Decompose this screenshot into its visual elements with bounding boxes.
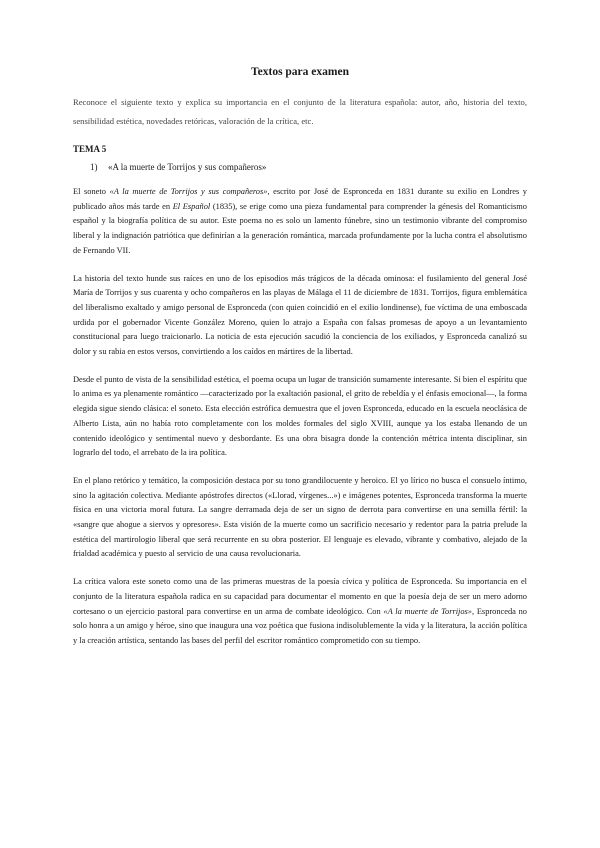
p5-post: , Espronceda no solo honra a un amigo y héroe, sino que inaugura una voz poética que fusiona indisolublemente la vida y la literatura, la acción política y la creación artística, sentando las bases del perfil del escritor romántico comprometido con su tiempo. — [73, 606, 527, 645]
paragraph-history: La historia del texto hunde sus raíces en uno de los episodios más trágicos de la década ominosa: el fusilamiento del general José María de Torrijos y sus cuarenta y ocho compañeros en las playas de Málaga el 11 de diciembre de 1831. Torrijos, figura emblemática del liberalismo exaltado y amigo personal de Espronceda (con quien coincidió en el exilio londinense), fue víctima de una emboscada urdida por el gobernador Vicente González Moreno, quien lo atrajo a España con falsas promesas de apoyo a un levantamiento constitucional para luego traicionarlo. La noticia de esta ejecución sacudió la conciencia de los exiliados, y Espronceda canalizó su dolor y su rabia en estos versos, convirtiendo a los caídos en mártires de la libertad. — [73, 273, 527, 357]
p1-poem-title: «A la muerte de Torrijos y sus compañeros» — [109, 187, 268, 196]
text-item — [90, 162, 527, 172]
document-title: Textos para examen — [251, 66, 349, 78]
paragraph-criticism — [73, 575, 527, 649]
item-title: «A la muerte de Torrijos y sus compañeros» — [108, 162, 267, 172]
section-heading: TEMA 5 — [73, 144, 107, 154]
p1-post: (1835), se erige como una pieza fundamental para comprender la génesis del Romanticismo español y la biografía política de su autor. Este poema no es solo un lamento fúnebre, sino un testimonio vibrante del compromiso liberal y la indignación patriótica que definirían a la generación romántica, marcada profundamente por la lucha contra el absolutismo de Fernando VII. — [73, 201, 527, 255]
p1-pre: El soneto — [73, 187, 110, 196]
item-number: 1) — [90, 162, 98, 172]
p1-mid: , escrito por José de Espronceda en 1831 durante su exilio en Londres y publicado años más tarde en — [73, 187, 527, 211]
p5-pre: La crítica valora este soneto como una de las primeras muestras de la poesía cívica y política de Espronceda. Su importancia en el conjunto de la literatura española radica en su capacidad para documentar el momento en que la poesía deja de ser un mero adorno cortesano o un ejercicio pastoral para convertirse en un arma de combate ideológico. Con — [73, 577, 527, 616]
p1-newspaper-title: El Español — [172, 201, 211, 211]
paragraph-aesthetics: Desde el punto de vista de la sensibilidad estética, el poema ocupa un lugar de transición sumamente interesante. Si bien el espíritu que lo anima es ya plenamente romántico —caracterizado por la exaltación pasional, el grito de rebeldía y el énfasis emocional—, la forma elegida sigue siendo clásica: el soneto. Esta elección estrófica demuestra que el joven Espronceda, educado en la escuela neoclásica de Alberto Lista, aún no había roto completamente con los moldes formales del siglo XVIII, aunque ya los estaba llenando de un contenido ideológico y sentimental nuevo y desbordante. Es una obra bisagra donde la contención métrica intenta disciplinar, sin lograrlo del todo, el arrebato de la ira política. — [73, 374, 527, 458]
document-page — [73, 66, 527, 649]
exam-instructions: Reconoce el siguiente texto y explica su importancia en el conjunto de la literatura española: autor, año, historia del texto, sensibilidad estética, novedades retóricas, valoración de la crítica, etc. — [73, 97, 527, 126]
p5-poem-title: «A la muerte de Torrijos» — [383, 606, 472, 616]
paragraph-intro — [73, 185, 527, 259]
paragraph-rhetoric: En el plano retórico y temático, la composición destaca por su tono grandilocuente y heroico. El yo lírico no busca el consuelo íntimo, sino la agitación colectiva. Mediante apóstrofes directos («Llorad, vírgenes...») e imágenes potentes, Espronceda transforma la muerte física en una victoria moral futura. La sangre derramada deja de ser un signo de derrota para convertirse en una semilla fértil: la «sangre que ahogue a siervos y opresores». Esta visión de la muerte como un sacrificio necesario y redentor para la patria prelude la estética del martirologio liberal que será recurrente en su obra posterior. El lenguaje es elevado, vibrante y combativo, alejado de la frialdad académica y puesto al servicio de una causa revolucionaria. — [73, 475, 527, 559]
